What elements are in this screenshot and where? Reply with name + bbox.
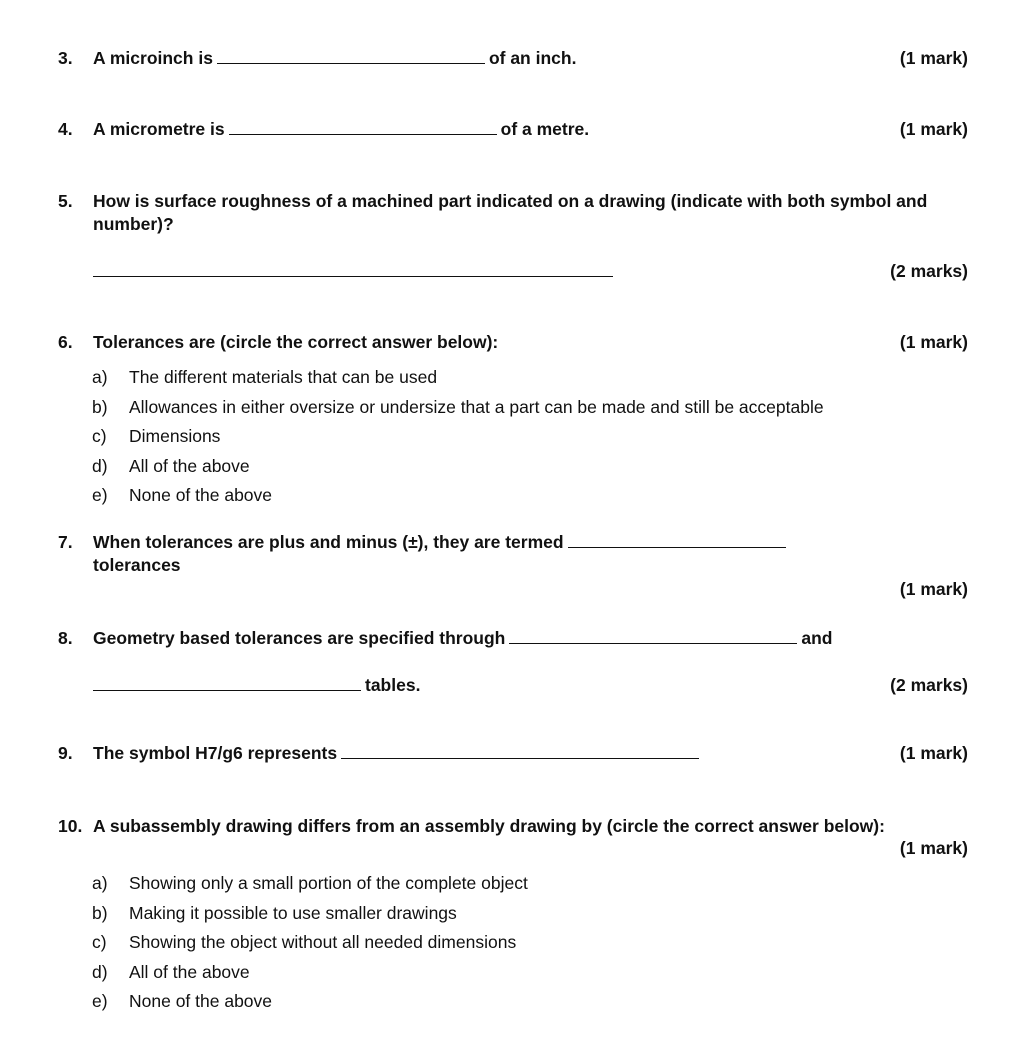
marks-label: (2 marks) <box>890 261 968 281</box>
option-b[interactable]: b) Making it possible to use smaller drawings <box>92 902 457 923</box>
option-b[interactable]: b) Allowances in either oversize or undersize that a part can be made and still be acceptable <box>92 396 824 417</box>
answer-blank[interactable] <box>341 744 699 759</box>
option-a[interactable]: a) The different materials that can be used <box>92 367 438 387</box>
question-text: A micrometre is <box>93 119 225 139</box>
option-d[interactable]: d) All of the above <box>92 455 250 476</box>
question-text: The symbol H7/g6 represents <box>93 743 338 763</box>
question-text: A subassembly drawing differs from an assembly drawing by (circle the correct answer below): <box>93 816 885 836</box>
question-text: When tolerances are plus and minus (±), they are termed <box>93 532 564 552</box>
question-text-and: and <box>801 628 833 648</box>
answer-blank[interactable] <box>93 262 613 277</box>
marks-label: (1 mark) <box>899 332 968 352</box>
option-d[interactable]: d) All of the above <box>92 961 250 982</box>
answer-blank[interactable] <box>217 49 485 64</box>
question-text-end: tolerances <box>93 555 181 575</box>
marks-label: (1 mark) <box>899 48 968 68</box>
question-text: How is surface roughness of a machined part indicated on a drawing (indicate with both symbol and number)? <box>93 191 928 234</box>
marks-label: (1 mark) <box>899 579 968 599</box>
question-number: 9. <box>58 743 73 763</box>
option-a[interactable]: a) Showing only a small portion of the complete object <box>92 873 528 893</box>
question-text: Tolerances are (circle the correct answer below): <box>93 332 499 352</box>
question-text-end: of an inch. <box>488 48 577 68</box>
marks-label: (1 mark) <box>899 743 968 763</box>
question-number: 8. <box>58 628 73 648</box>
answer-blank-2[interactable] <box>93 676 361 691</box>
option-c[interactable]: c) Showing the object without all needed dimensions <box>92 932 517 952</box>
marks-label: (1 mark) <box>899 119 968 139</box>
question-text: A microinch is <box>93 48 213 68</box>
option-e[interactable]: e) None of the above <box>92 991 273 1011</box>
question-number: 10. <box>58 816 83 836</box>
marks-label: (2 marks) <box>890 675 968 695</box>
question-text-end: of a metre. <box>500 119 590 139</box>
marks-label: (1 mark) <box>899 838 968 858</box>
answer-blank-1[interactable] <box>509 629 797 644</box>
option-c[interactable]: c) Dimensions <box>92 426 221 446</box>
question-number: 6. <box>58 332 73 352</box>
answer-blank[interactable] <box>568 533 786 548</box>
question-text-end: tables. <box>365 675 421 695</box>
question-number: 7. <box>58 532 73 552</box>
question-text: Geometry based tolerances are specified through <box>93 628 506 648</box>
question-number: 5. <box>58 191 73 211</box>
question-number: 4. <box>58 119 73 139</box>
option-e[interactable]: e) None of the above <box>92 485 273 505</box>
question-number: 3. <box>58 48 73 68</box>
options-list <box>92 869 528 1017</box>
answer-blank[interactable] <box>229 120 497 135</box>
options-list <box>92 363 824 511</box>
